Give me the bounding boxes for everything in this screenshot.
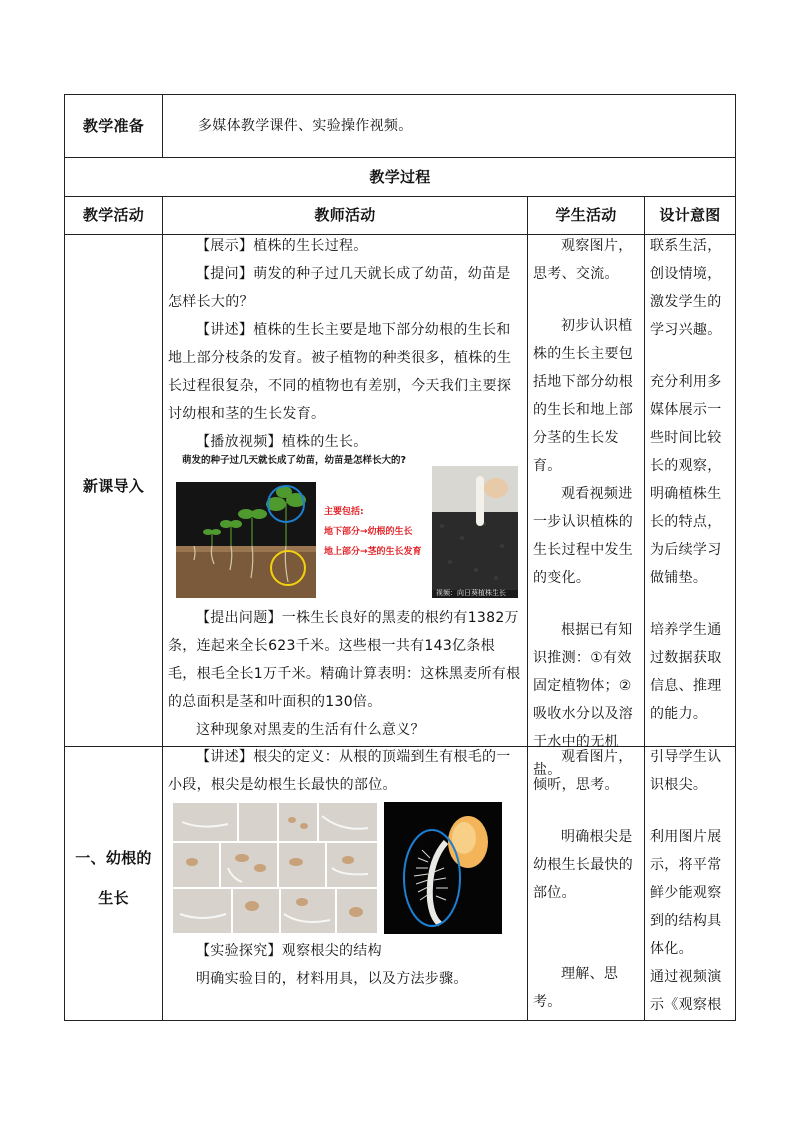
prep-content: 多媒体教学课件、实验操作视频。 <box>198 118 413 134</box>
sunflower-video-frame <box>432 466 518 598</box>
table-border-top <box>64 94 736 95</box>
section1-design-interest: 联系生活，创设情境，激发学生的学习兴趣。 <box>650 238 722 338</box>
section2-experiment-steps: 明确实验目的，材料用具，以及方法步骤。 <box>196 971 468 987</box>
section1-teacher-cell-2 <box>168 604 522 744</box>
table-divider-col1b <box>162 196 163 1021</box>
section2-student-cell-2 <box>533 960 639 1016</box>
section1-video: 【播放视频】植株的生长。 <box>196 434 368 450</box>
section2-teacher-cell <box>168 743 522 799</box>
section1-student-understand: 初步认识植株的生长主要包括地下部分幼根的生长和地上部分茎的生长发育。 <box>533 318 634 474</box>
section2-design-images: 利用图片展示，将平常鲜少能观察到的结构具体化。 <box>650 829 722 957</box>
section1-design-data: 培养学生通过数据获取信息、推理的能力。 <box>650 622 722 722</box>
section2-design-video: 通过视频演示《观察根 <box>650 969 722 1013</box>
section2-student-observe: 观看图片，倾听，思考。 <box>533 749 633 793</box>
prep-label: 教学准备 <box>82 117 145 135</box>
figure-label-stem: 地上部分→茎的生长发育 <box>324 547 422 557</box>
header-student-activity: 学生活动 <box>555 206 617 224</box>
section1-design-cell <box>650 232 730 728</box>
table-border-row2 <box>64 196 736 197</box>
section1-student-observe: 观察图片，思考、交流。 <box>533 238 633 282</box>
section2-teacher-cell-2 <box>168 937 522 993</box>
section2-root-tip-definition: 【讲述】根尖的定义：从根的顶端到生有根毛的一小段，根尖是幼根生长最快的部位。 <box>168 749 511 793</box>
section2-label-line2: 生长 <box>98 889 129 907</box>
root-hair-photo <box>384 802 502 934</box>
section2-label-line1: 一、幼根的 <box>75 849 152 867</box>
section1-student-cell <box>533 232 639 784</box>
section2-student-clarify: 明确根尖是幼根生长最快的部位。 <box>533 829 634 901</box>
table-divider-col3 <box>644 196 645 1021</box>
plant-growth-figure <box>174 452 520 602</box>
section1-narration: 【讲述】植株的生长主要是地下部分幼根的生长和地上部分枝条的发育。被子植物的种类很多，植株的生长过程很复杂，不同的植物也有差别，今天我们主要探讨幼根和茎的生长发育。 <box>168 322 512 422</box>
header-teacher-activity: 教师活动 <box>314 206 376 224</box>
section2-design-cell <box>650 743 730 1019</box>
section1-student-video: 观看视频进一步认识植株的生长过程中发生的变化。 <box>533 486 634 586</box>
table-border-row1 <box>64 157 736 158</box>
section1-student-infer: 根据已有知识推测：①有效固定植物体；②吸收水分以及溶于水中的无机盐。 <box>533 622 634 778</box>
section2-design-guide: 引导学生认识根尖。 <box>650 749 722 793</box>
section1-design-media: 充分利用多媒体展示一些时间比较长的观察，明确植株生长的特点，为后续学习做铺垫。 <box>650 374 722 586</box>
table-border-left <box>64 94 65 1021</box>
section1-question: 【提问】萌发的种子过几天就长成了幼苗，幼苗是怎样长大的？ <box>168 266 511 310</box>
root-tip-photo-collage <box>172 802 378 934</box>
table-divider-col1 <box>162 94 163 158</box>
section1-rye-question: 这种现象对黑麦的生活有什么意义？ <box>196 722 425 738</box>
section1-label: 新课导入 <box>82 477 145 495</box>
header-design-intent: 设计意图 <box>659 206 721 224</box>
video-caption: 视频：向日葵植株生长 <box>436 589 506 597</box>
seedling-photo <box>176 482 316 598</box>
section2-experiment: 【实验探究】观察根尖的结构 <box>196 943 382 959</box>
figure-title: 萌发的种子过几天就长成了幼苗，幼苗是怎样长大的? <box>182 455 407 466</box>
table-divider-col2 <box>527 196 528 1021</box>
process-title: 教学过程 <box>369 168 431 186</box>
section1-teacher-cell <box>168 232 522 456</box>
section2-student-cell <box>533 743 639 907</box>
header-teaching-activity: 教学活动 <box>82 206 145 224</box>
table-border-right <box>735 94 736 1021</box>
table-border-bottom <box>64 1020 736 1021</box>
section2-student-think: 理解、思考。 <box>533 966 619 1010</box>
section1-rye-problem: 【提出问题】一株生长良好的黑麦的根约有1382万条，连起来全长623千米。这些根一共有143亿条根毛，根毛全长1万千米。精确计算表明：这株黑麦所有根的总面积是茎和叶面积的130倍。 <box>168 610 521 710</box>
figure-label-main: 主要包括: <box>324 507 364 517</box>
section1-show: 【展示】植株的生长过程。 <box>196 238 368 254</box>
figure-label-root: 地下部分→幼根的生长 <box>324 527 413 537</box>
